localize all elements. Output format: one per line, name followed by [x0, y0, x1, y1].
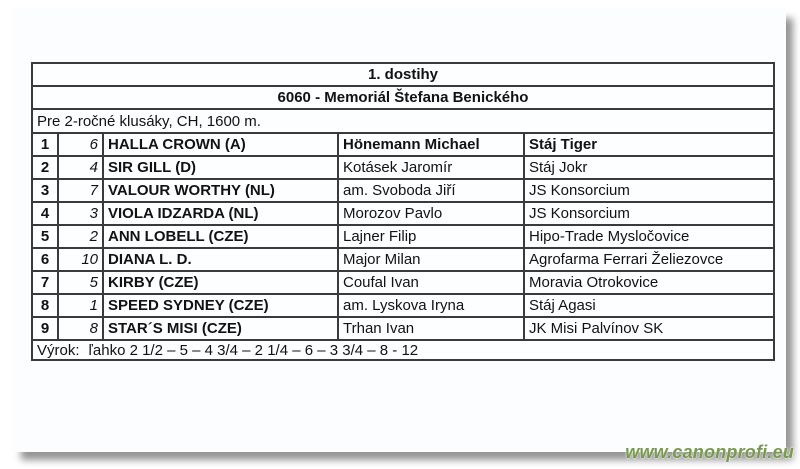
verdict-label: Výrok:: [37, 341, 80, 359]
result-row: [32, 294, 774, 317]
driver-cell: Trhan Ivan: [338, 317, 524, 340]
place-cell: 6: [32, 248, 58, 271]
verdict-row: [32, 340, 774, 360]
stable-cell: JK Misi Palvínov SK: [524, 317, 774, 340]
driver-cell: Hönemann Michael: [338, 133, 524, 156]
verdict-text: ľahko 2 1/2 – 5 – 4 3/4 – 2 1/4 – 6 – 3 3/4 – 8 - 12: [88, 341, 419, 359]
start-number-cell: 7: [58, 179, 103, 202]
race-name: 6060 - Memoriál Štefana Benického: [32, 86, 774, 109]
stable-cell: JS Konsorcium: [524, 202, 774, 225]
horse-cell: SPEED SYDNEY (CZE): [103, 294, 338, 317]
start-number-cell: 3: [58, 202, 103, 225]
result-row: [32, 248, 774, 271]
race-results-table: [31, 62, 775, 361]
watermark-url: www.canonprofi.eu: [625, 442, 794, 462]
place-cell: 8: [32, 294, 58, 317]
start-number-cell: 5: [58, 271, 103, 294]
driver-cell: Morozov Pavlo: [338, 202, 524, 225]
stable-cell: Stáj Agasi: [524, 294, 774, 317]
horse-cell: SIR GILL (D): [103, 156, 338, 179]
result-row: [32, 133, 774, 156]
horse-cell: VIOLA IDZARDA (NL): [103, 202, 338, 225]
driver-cell: Lajner Filip: [338, 225, 524, 248]
driver-cell: Coufal Ivan: [338, 271, 524, 294]
driver-cell: am. Lyskova Iryna: [338, 294, 524, 317]
horse-cell: VALOUR WORTHY (NL): [103, 179, 338, 202]
place-cell: 2: [32, 156, 58, 179]
horse-cell: DIANA L. D.: [103, 248, 338, 271]
place-cell: 7: [32, 271, 58, 294]
horse-cell: HALLA CROWN (A): [103, 133, 338, 156]
place-cell: 9: [32, 317, 58, 340]
start-number-cell: 2: [58, 225, 103, 248]
place-cell: 3: [32, 179, 58, 202]
start-number-cell: 10: [58, 248, 103, 271]
stable-cell: Stáj Tiger: [524, 133, 774, 156]
stable-cell: Stáj Jokr: [524, 156, 774, 179]
result-row: [32, 156, 774, 179]
driver-cell: am. Svoboda Jiří: [338, 179, 524, 202]
place-cell: 5: [32, 225, 58, 248]
place-cell: 1: [32, 133, 58, 156]
start-number-cell: 4: [58, 156, 103, 179]
driver-cell: Kotásek Jaromír: [338, 156, 524, 179]
stable-cell: Moravia Otrokovice: [524, 271, 774, 294]
stable-cell: JS Konsorcium: [524, 179, 774, 202]
race-name-row: [32, 86, 774, 109]
horse-cell: STAR´S MISI (CZE): [103, 317, 338, 340]
race-number-row: [32, 63, 774, 86]
race-card-page: [12, 8, 786, 452]
horse-cell: KIRBY (CZE): [103, 271, 338, 294]
race-conditions-row: [32, 109, 774, 133]
verdict-cell: [32, 340, 774, 360]
stable-cell: Agrofarma Ferrari Želiezovce: [524, 248, 774, 271]
stable-cell: Hipo-Trade Mysločovice: [524, 225, 774, 248]
result-row: [32, 179, 774, 202]
place-cell: 4: [32, 202, 58, 225]
race-number-title: 1. dostihy: [32, 63, 774, 86]
start-number-cell: 8: [58, 317, 103, 340]
start-number-cell: 1: [58, 294, 103, 317]
result-row: [32, 202, 774, 225]
start-number-cell: 6: [58, 133, 103, 156]
driver-cell: Major Milan: [338, 248, 524, 271]
horse-cell: ANN LOBELL (CZE): [103, 225, 338, 248]
race-conditions: Pre 2-ročné klusáky, CH, 1600 m.: [32, 109, 774, 133]
result-row: [32, 271, 774, 294]
result-row: [32, 317, 774, 340]
result-row: [32, 225, 774, 248]
